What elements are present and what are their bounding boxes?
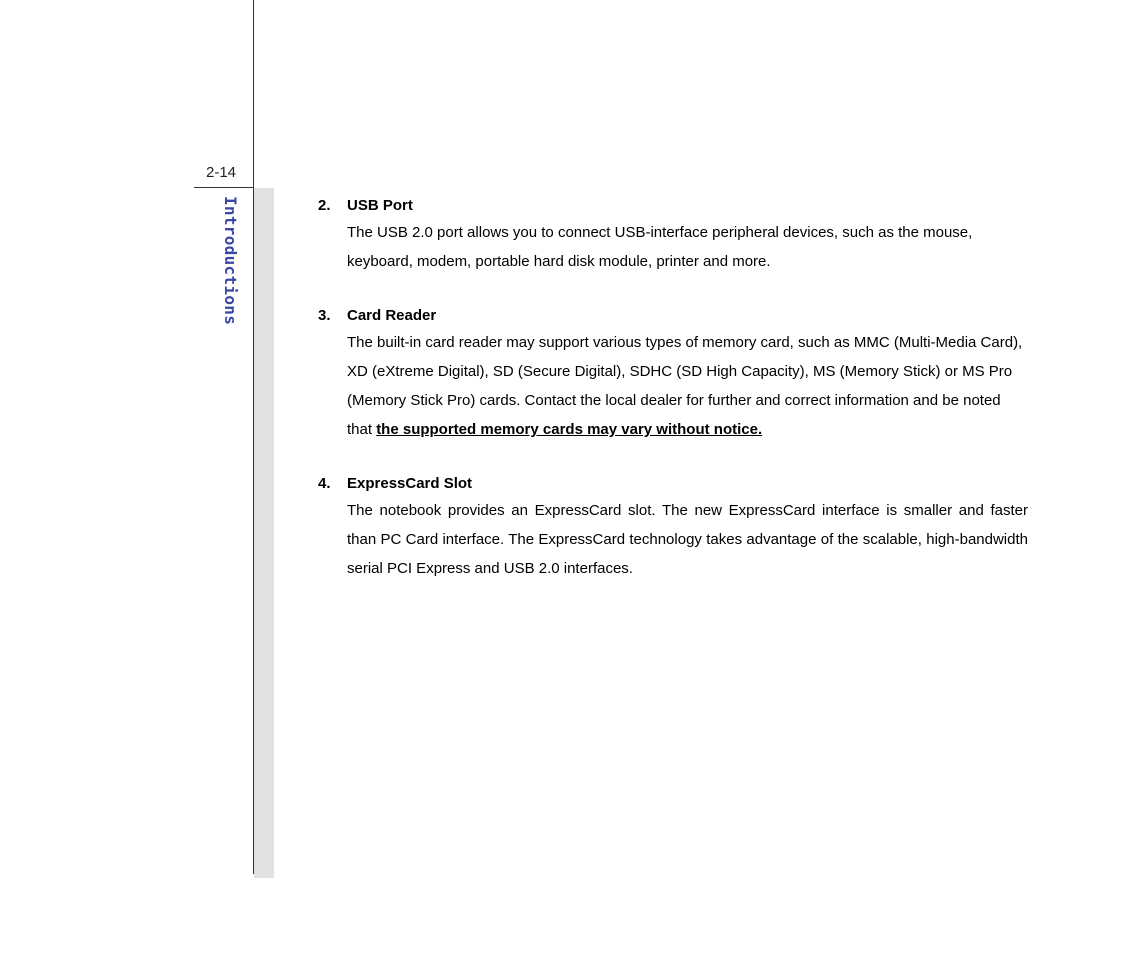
item-number: 4. — [318, 475, 331, 492]
emphasis-note: the supported memory cards may vary without notice. — [376, 421, 763, 438]
item-title: Card Reader — [347, 307, 437, 324]
item-body: The notebook provides an ExpressCard slot. The new ExpressCard interface is smaller and faster than PC Card interface. The ExpressCard technology takes advantage of the scalable, high-bandwidth serial PCI Express and USB 2.0 interfaces. — [347, 502, 1028, 577]
section-label: Introductions — [221, 196, 240, 326]
content — [318, 194, 1028, 611]
page-number-rule — [194, 187, 254, 188]
item-number: 2. — [318, 197, 331, 214]
item-body: The USB 2.0 port allows you to connect USB-interface peripheral devices, such as the mouse, keyboard, modem, portable hard disk module, printer and more. — [347, 224, 973, 270]
page-number: 2-14 — [206, 164, 237, 181]
item-number: 3. — [318, 307, 331, 324]
item-body-text: The built-in card reader may support various types of memory card, such as MMC (Multi-Media Card), XD (eXtreme Digital), SD (Secure Digital), SDHC (SD High Capacity), MS (Memory Stick) or MS Pro (Memory Stick Pro) cards. Contact the local dealer for further and correct information and be noted that — [347, 334, 1023, 438]
list-item-expresscard-slot — [318, 472, 1028, 583]
item-heading — [318, 194, 1028, 218]
list-item-card-reader — [318, 304, 1028, 444]
side-bar — [254, 188, 274, 878]
item-body — [347, 328, 1028, 444]
list-item-usb-port — [318, 194, 1028, 276]
item-heading — [318, 472, 1028, 496]
item-title: ExpressCard Slot — [347, 475, 473, 492]
item-heading — [318, 304, 1028, 328]
item-title: USB Port — [347, 197, 413, 214]
